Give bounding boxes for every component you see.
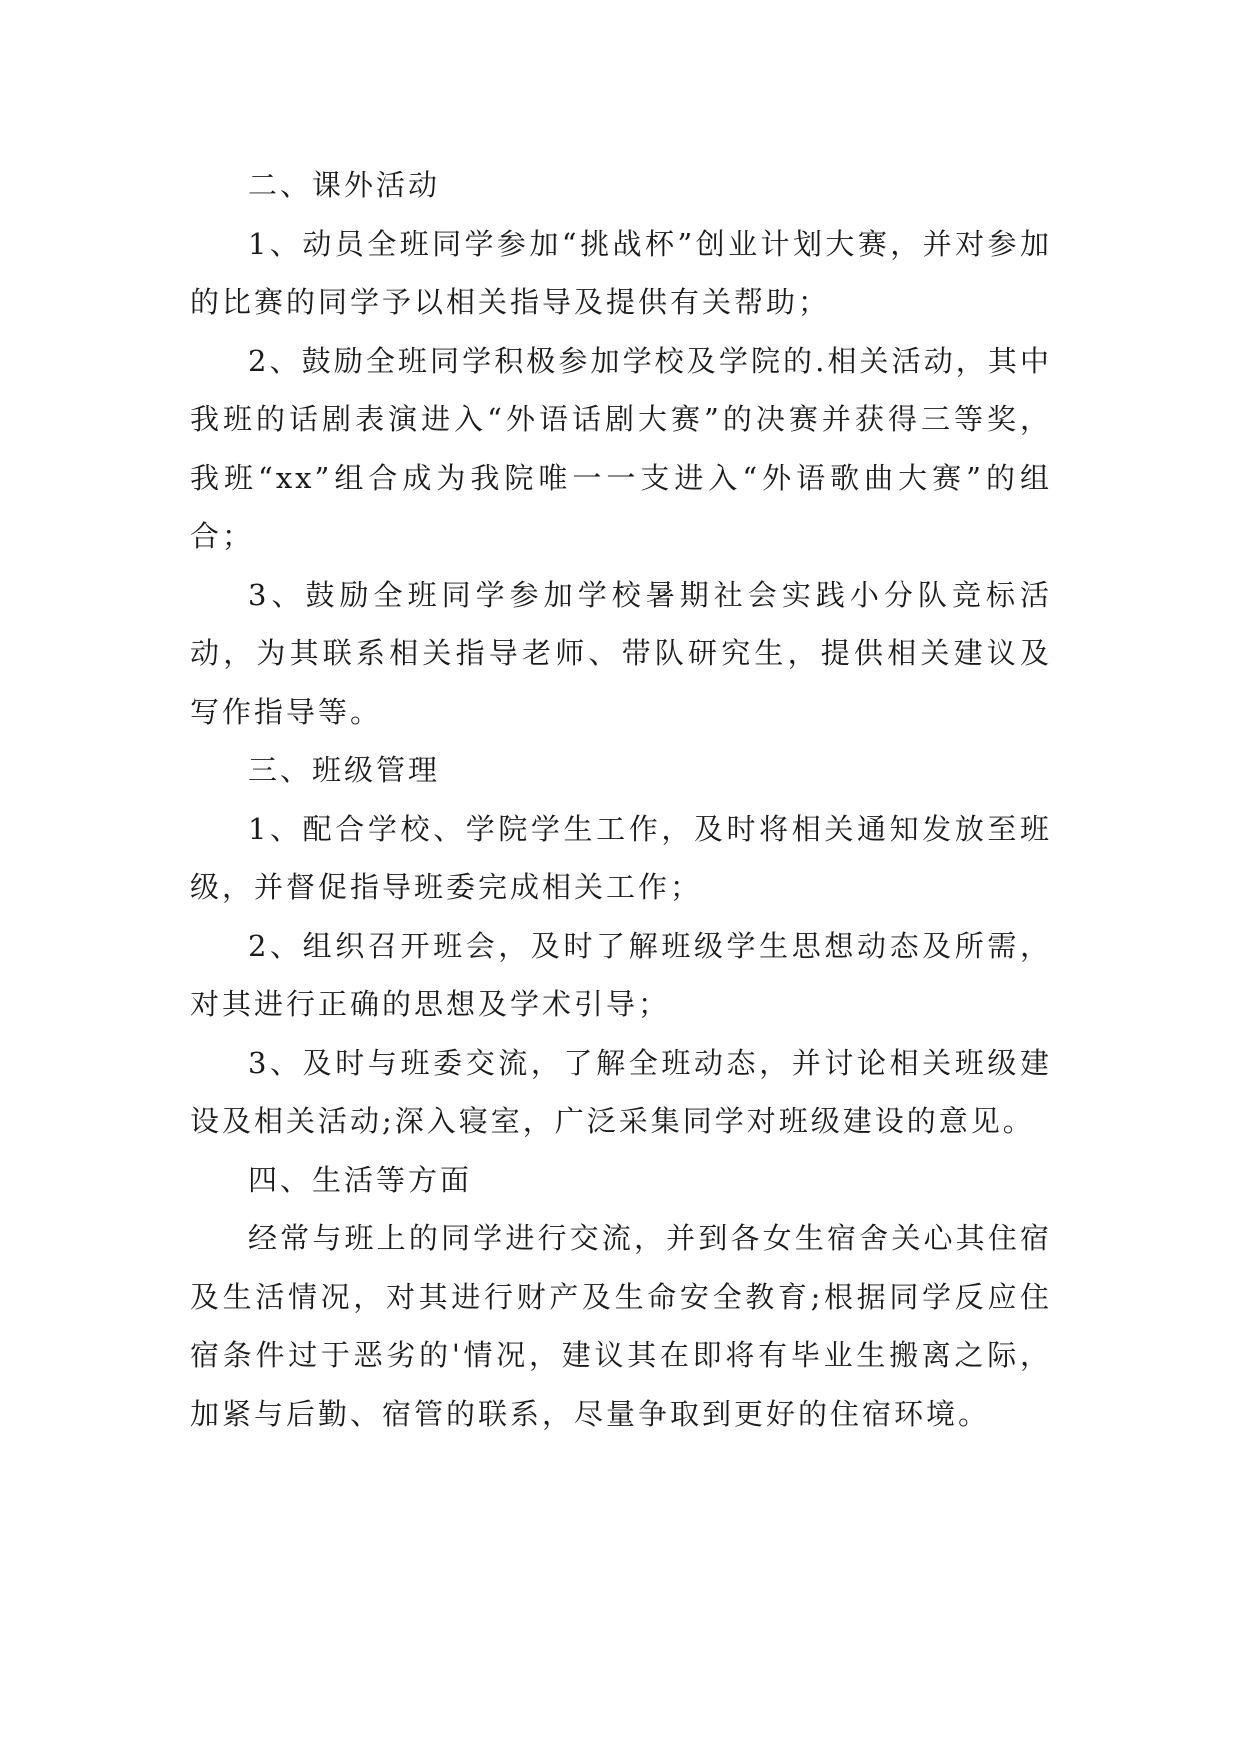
document-body [190, 156, 1052, 1443]
paragraph: 3、鼓励全班同学参加学校暑期社会实践小分队竞标活动，为其联系相关指导老师、带队研究生，提供相关建议及写作指导等。 [190, 577, 1052, 729]
paragraph: 经常与班上的同学进行交流，并到各女生宿舍关心其住宿及生活情况，对其进行财产及生命安全教育;根据同学反应住宿条件过于恶劣的'情况，建议其在即将有毕业生搬离之际，加紧与后勤、宿管的联系，尽量争取到更好的住宿环境。 [190, 1221, 1052, 1431]
section-heading-class-management: 三、班级管理 [248, 753, 441, 787]
paragraph: 2、鼓励全班同学积极参加学校及学院的.相关活动，其中我班的话剧表演进入“外语话剧大赛”的决赛并获得三等奖，我班“xx”组合成为我院唯一一支进入“外语歌曲大赛”的组合； [190, 343, 1052, 553]
paragraph: 1、动员全班同学参加“挑战杯”创业计划大赛，并对参加的比赛的同学予以相关指导及提供有关帮助； [190, 226, 1052, 319]
section-heading-extracurricular: 二、课外活动 [248, 168, 441, 202]
paragraph: 2、组织召开班会，及时了解班级学生思想动态及所需，对其进行正确的思想及学术引导； [190, 928, 1052, 1021]
paragraph: 1、配合学校、学院学生工作，及时将相关通知发放至班级，并督促指导班委完成相关工作； [190, 811, 1052, 904]
section-heading-living: 四、生活等方面 [248, 1162, 473, 1197]
paragraph: 3、及时与班委交流，了解全班动态，并讨论相关班级建设及相关活动;深入寝室，广泛采集同学对班级建设的意见。 [190, 1045, 1052, 1138]
